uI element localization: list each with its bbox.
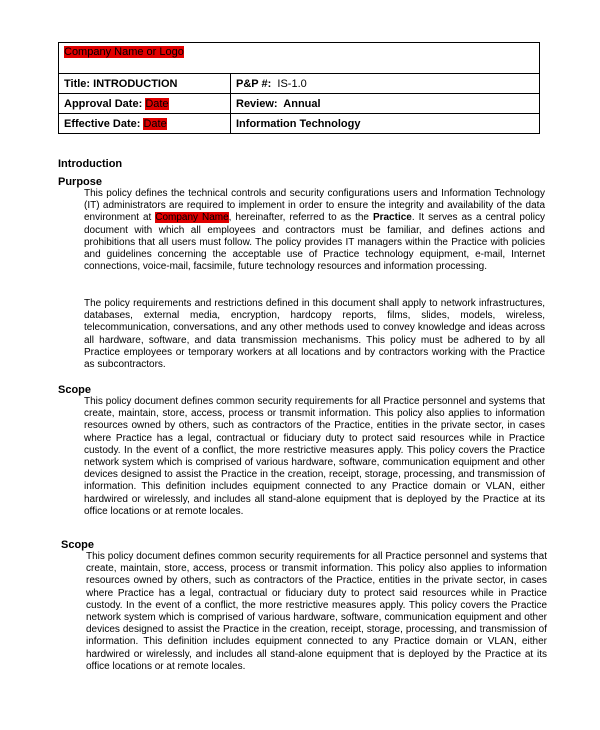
header-table [58,42,540,134]
pp-value: IS-1.0 [277,77,307,90]
company-name-placeholder: Company Name [155,212,229,224]
purpose-text-b: , hereinafter, referred to as the [228,212,373,224]
effective-date: Date [143,117,167,130]
approval-cell [59,94,231,114]
approval-row [59,94,540,114]
company-placeholder: Company Name or Logo [64,46,184,58]
company-row [59,43,540,74]
scope2-heading: Scope [61,539,95,551]
purpose-paragraph-1 [84,188,545,273]
approval-date: Date [145,97,169,110]
purpose-text-c: . It serves as a central policy document with which all employees and contractors must be familiar, and defines actions and prohibitions that all users must follow. The policy provides IT managers within the Practice with policies and guidelines concerning the acceptable use of Practice technology equipment, e-mail, Internet connections, voice-mail, facsimile, future technology resources and information processing. [84,212,545,273]
effective-cell [59,114,231,134]
title-value: INTRODUCTION [93,77,178,90]
department: Information Technology [236,117,361,130]
title-label: Title: [64,77,91,90]
purpose-heading: Purpose [58,176,103,188]
title-row [59,74,540,94]
review-label: Review: [236,97,278,110]
title-cell [59,74,231,94]
company-cell [59,43,540,74]
purpose-paragraph-2: The policy requirements and restrictions defined in this document shall apply to network infrastructures, databases, external media, encryption, hardcopy reports, films, slides, models, wireless, telecommunication, conversations, and any other methods used to convey knowledge and ideas across all hardware, software, and data transmission mechanisms. This policy must be adhered to by all Practice employees or temporary workers at all locations and by contractors working with the Practice as subcontractors. [84,298,545,371]
scope-paragraph: This policy document defines common security requirements for all Practice personnel and systems that create, maintain, store, access, process or transmit information. This policy also applies to information resources owned by others, such as contractors of the Practice, entities in the private sector, in cases where Practice has a legal, contractual or fiduciary duty to protect said resources while in Practice custody. In the event of a conflict, the more restrictive measures apply. This policy covers the Practice network system which is comprised of various hardware, software, communication equipment and other devices designed to assist the Practice in the creation, receipt, storage, processing, and transmission of information. This definition includes equipment connected to any Practice domain or VLAN, either hardwired or wirelessly, and includes all stand-alone equipment that is deployed by the Practice at its office locations or at remote locales. [84,396,545,517]
review-cell [231,94,540,114]
purpose-text-a: This policy defines the technical controls and security configurations users and Information Technology (IT) administrators are required to implement in order to ensure the integrity and availability of the data environment at [84,188,545,224]
department-cell [231,114,540,134]
pp-label: P&P #: [236,77,272,90]
scope-heading: Scope [58,384,92,396]
section-title: Introduction [58,158,123,170]
review-value: Annual [283,97,321,110]
effective-row [59,114,540,134]
practice-term: Practice [372,212,412,224]
approval-label: Approval Date: [64,97,143,110]
scope2-paragraph: This policy document defines common security requirements for all Practice personnel and systems that create, maintain, store, access, process or transmit information. This policy also applies to information resources owned by others, such as contractors of the Practice, entities in the private sector, in cases where Practice has a legal, contractual or fiduciary duty to protect said resources while in Practice custody. In the event of a conflict, the more restrictive measures apply. This policy covers the Practice network system which is comprised of various hardware, software, communication equipment and other devices designed to assist the Practice in the creation, receipt, storage, processing, and transmission of information. This definition includes equipment connected to any Practice domain or VLAN, either hardwired or wirelessly, and includes all stand-alone equipment that is deployed by the Practice at its office locations or at remote locales. [86,551,547,672]
pp-cell [231,74,540,94]
effective-label: Effective Date: [64,117,141,130]
